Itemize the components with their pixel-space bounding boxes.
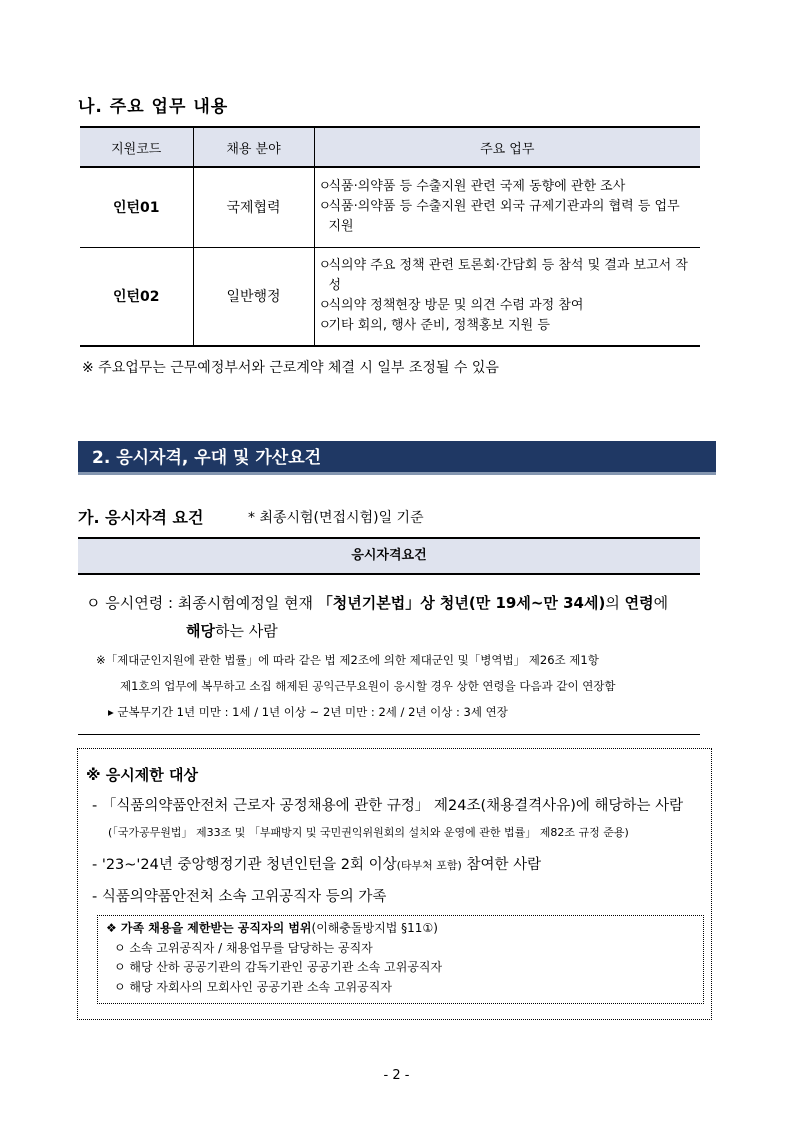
- duty-table-header-row: [80, 127, 700, 167]
- row-code: 인턴02: [80, 247, 193, 346]
- bullet-icon: ㅇ: [318, 318, 332, 334]
- divider: [78, 734, 700, 735]
- row-code: 인턴01: [80, 167, 193, 247]
- bullet-icon: ㅇ: [318, 298, 332, 314]
- requirements-basis-note: * 최종시험(면접시험)일 기준: [248, 510, 424, 526]
- list-item: ㅇ 해당 산하 공공기관의 감독기관인 공공기관 소속 고위공직자: [114, 960, 443, 974]
- family-scope-title: ❖ 가족 채용을 제한받는 공직자의 범위(이해충돌방지법 §11①): [106, 921, 438, 935]
- row-field: 국제협력: [193, 167, 314, 247]
- task-item: ㅇ 식의약 정책현장 방문 및 의견 수렴 과정 참여: [319, 296, 697, 316]
- section-heading-requirements: 가. 응시자격 요건: [78, 508, 204, 527]
- list-item: ㅇ 소속 고위공직자 / 채용업무를 담당하는 공직자: [114, 940, 373, 955]
- bullet-icon: ㅇ: [318, 199, 332, 215]
- family-scope-box: [97, 915, 704, 1004]
- age-requirement-cont: 해당하는 사람: [186, 622, 278, 640]
- duty-note: ※ 주요업무는 근무예정부서와 근로계약 체결 시 일부 조정될 수 있음: [82, 360, 499, 376]
- page-number: - 2 -: [383, 1068, 410, 1083]
- row-tasks: [314, 167, 700, 247]
- table-row: [80, 167, 700, 247]
- row-tasks: [314, 247, 700, 346]
- restriction-item: - 「식품의약품안전처 근로자 공정채용에 관한 규정」 제24조(채용결격사유)에 해당하는 사람: [92, 798, 684, 814]
- requirements-box-title: 응시자격요건: [78, 537, 700, 575]
- restriction-item: - '23~'24년 중앙행정기관 청년인턴을 2회 이상(타부처 포함) 참여한 사람: [92, 857, 542, 873]
- section-banner-qualifications: 2. 응시자격, 우대 및 가산요건: [78, 441, 716, 475]
- restriction-item: - 식품의약품안전처 소속 고위공직자 등의 가족: [92, 889, 387, 905]
- bullet-icon: ㅇ: [318, 258, 332, 274]
- header-code: 지원코드: [80, 127, 193, 167]
- restriction-box: [77, 748, 712, 1020]
- duty-table: [80, 126, 700, 347]
- task-item: ㅇ 식의약 주요 정책 관련 토론회·간담회 등 참석 및 결과 보고서 작성: [319, 256, 697, 296]
- military-note-cont: 제1호의 업무에 복무하고 소집 해제된 공익근무요원이 응시할 경우 상한 연령을 다음과 같이 연장함: [120, 679, 616, 693]
- header-field: 채용 분야: [193, 127, 314, 167]
- section-heading-duties: 나. 주요 업무 내용: [78, 97, 229, 117]
- task-item: ㅇ 기타 회의, 행사 준비, 정책홍보 지원 등: [319, 316, 697, 336]
- age-requirement: ㅇ 응시연령 : 최종시험예정일 현재 「청년기본법」상 청년(만 19세~만 34세)의 연령에: [86, 594, 669, 612]
- row-field: 일반행정: [193, 247, 314, 346]
- task-item: ㅇ 식품·의약품 등 수출지원 관련 외국 규제기관과의 협력 등 업무 지원: [319, 197, 697, 237]
- restriction-item-sub: (「국가공무원법」 제33조 및 「부패방지 및 국민권익위원회의 설치와 운영에 관한 법률」 제82조 규정 준용): [108, 826, 629, 839]
- header-tasks: 주요 업무: [314, 127, 700, 167]
- task-item: ㅇ 식품·의약품 등 수출지원 관련 국제 동향에 관한 조사: [319, 177, 697, 197]
- list-item: ㅇ 해당 자회사의 모회사인 공공기관 소속 고위공직자: [114, 979, 392, 994]
- military-note: ※「제대군인지원에 관한 법률」에 따라 같은 법 제2조에 의한 제대군인 및「병역법」 제26조 제1항: [96, 653, 599, 667]
- bullet-icon: ㅇ: [318, 179, 332, 195]
- restriction-title: ※ 응시제한 대상: [86, 766, 198, 784]
- military-extension: ▸ 군복무기간 1년 미만 : 1세 / 1년 이상 ~ 2년 미만 : 2세 / 2년 이상 : 3세 연장: [108, 705, 508, 719]
- table-row: [80, 247, 700, 346]
